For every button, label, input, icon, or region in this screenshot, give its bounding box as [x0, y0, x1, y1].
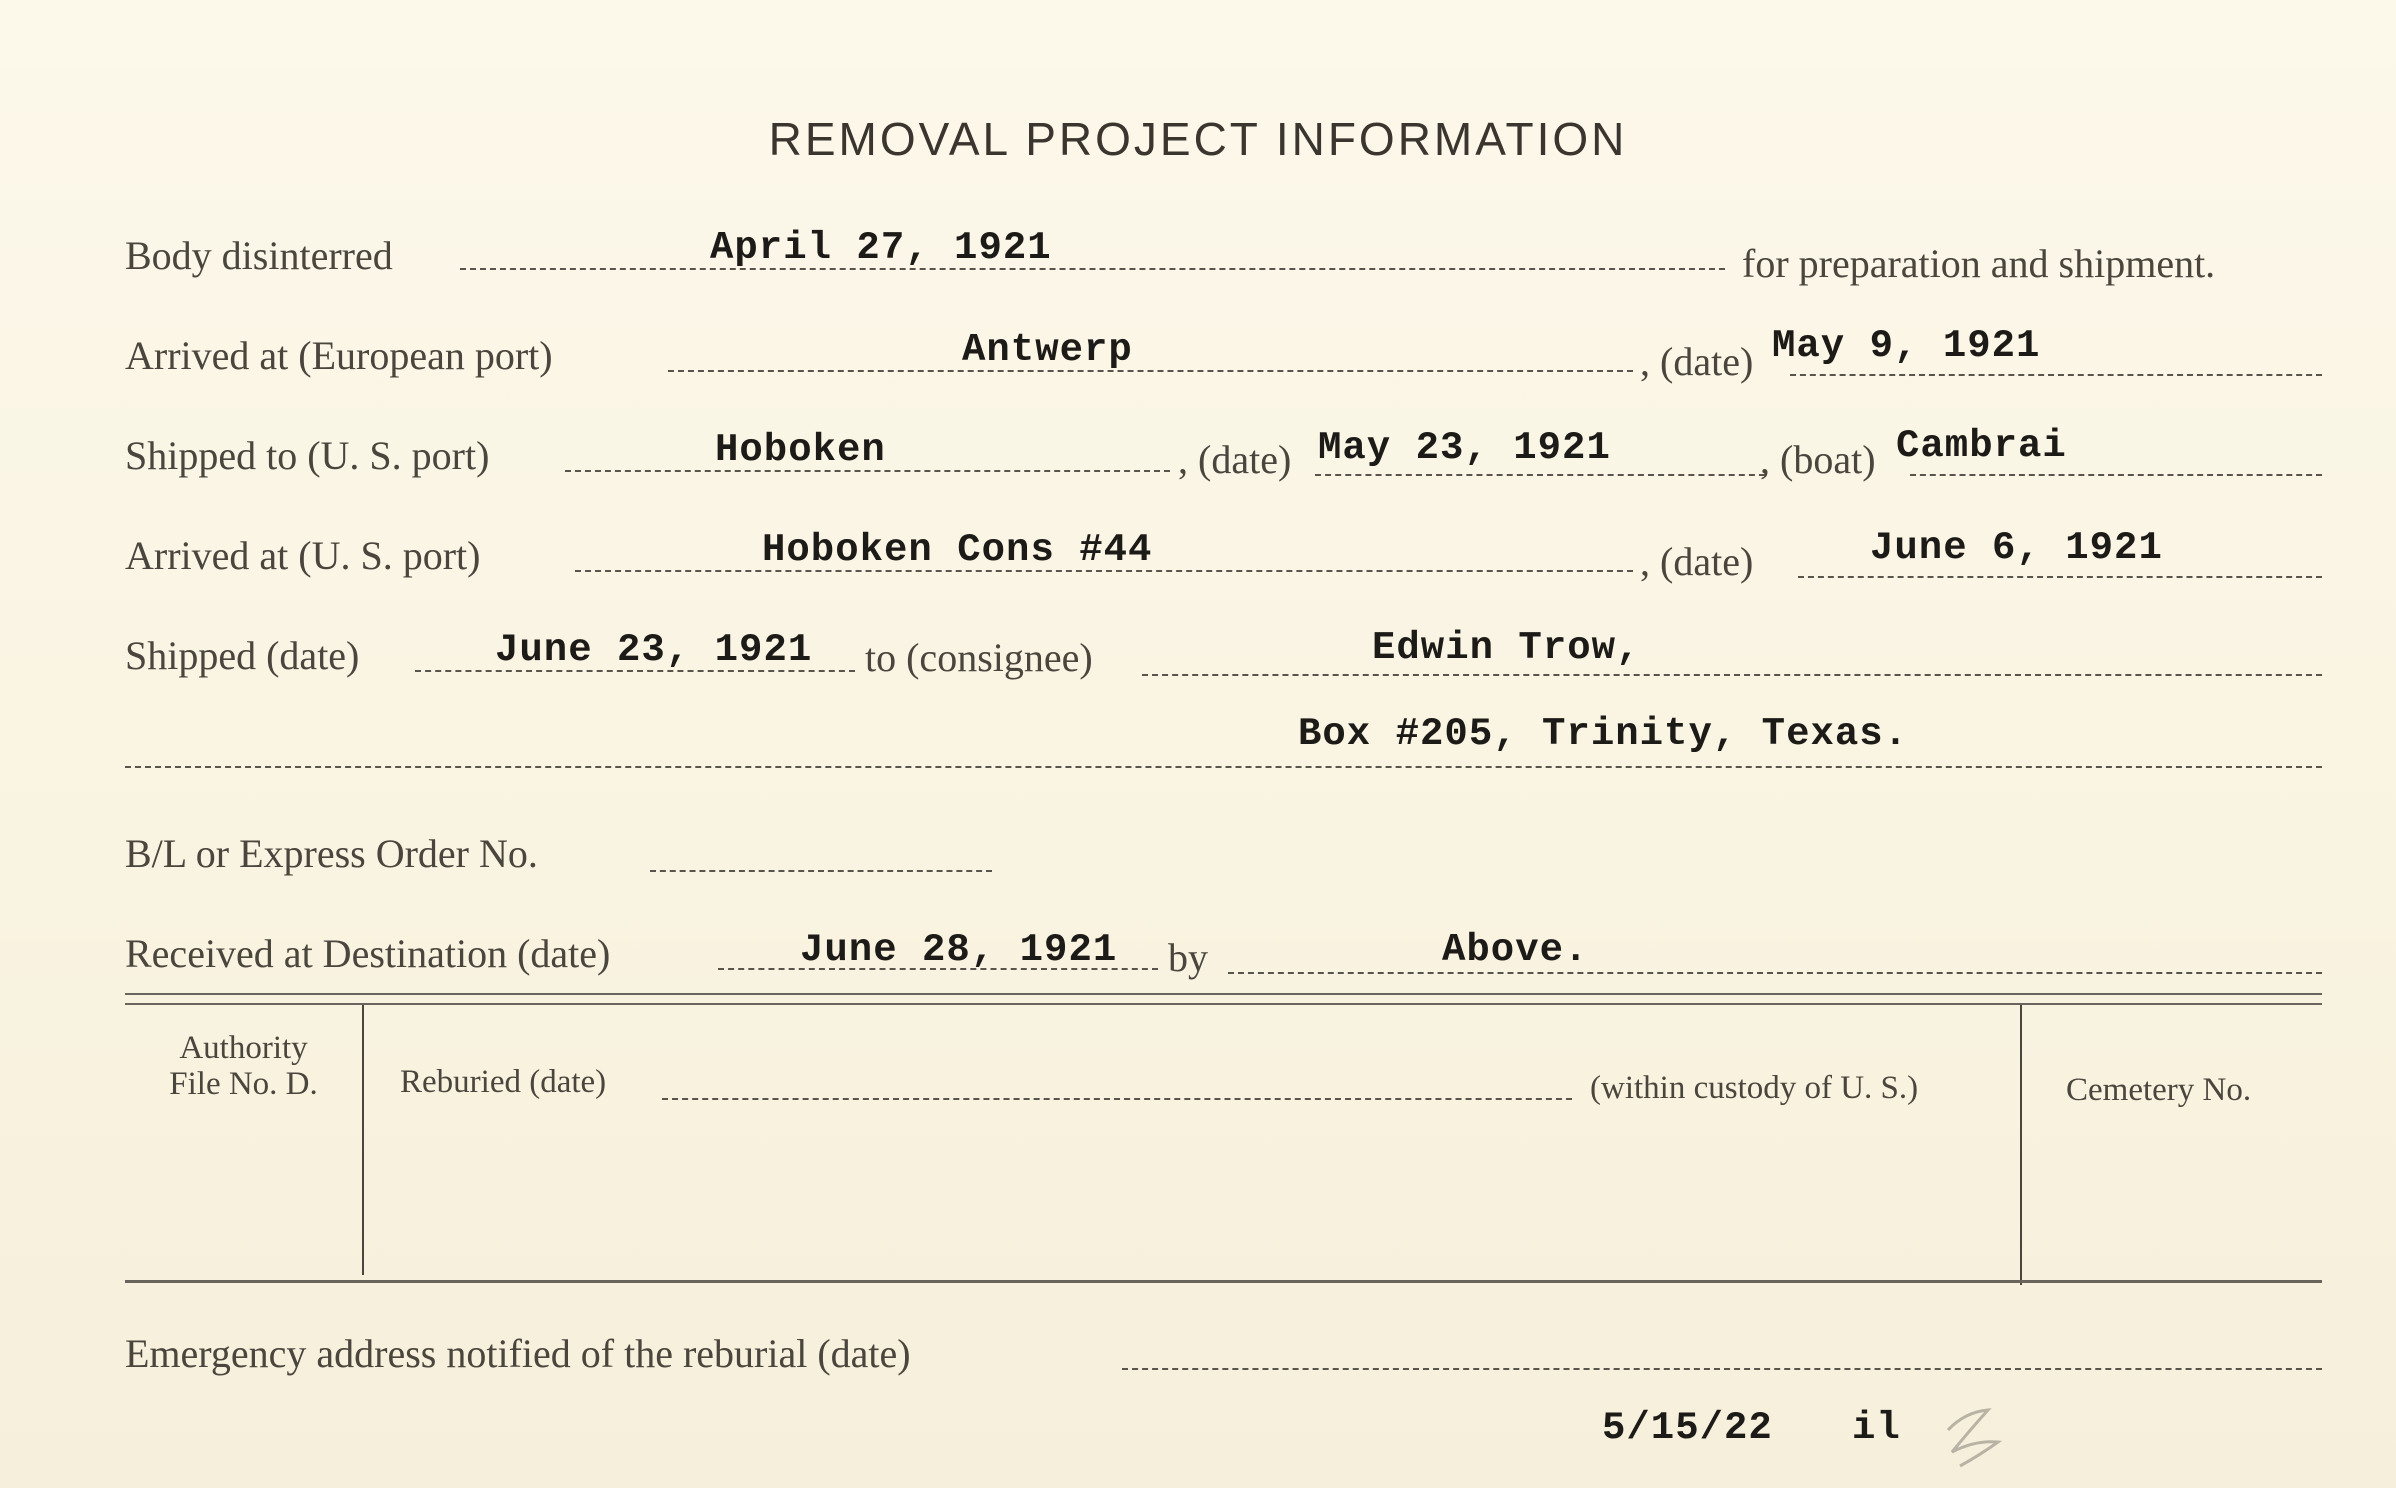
form-title: REMOVAL PROJECT INFORMATION [768, 113, 1628, 165]
value-consignee-name: Edwin Trow, [1372, 626, 1641, 670]
label-for-preparation: for preparation and shipment. [1742, 241, 2216, 286]
box-bottom-rule [125, 1280, 2322, 1283]
value-us-arrival-date: June 6, 1921 [1870, 526, 2163, 570]
label-shipped-date: Shipped (date) [125, 633, 360, 678]
label-cemetery-no: Cemetery No. [2066, 1072, 2252, 1108]
label-received-destination: Received at Destination (date) [125, 931, 611, 976]
line-us-arrival-date [1798, 576, 2322, 578]
label-emergency-address: Emergency address notified of the reburial (date) [125, 1331, 911, 1376]
label-eu-date: , (date) [1640, 339, 1754, 384]
pencil-scribble-mark [1940, 1400, 2010, 1470]
label-bl-express-order: B/L or Express Order No. [125, 831, 538, 876]
line-consignee-address [125, 766, 2322, 768]
value-shipped-date: June 23, 1921 [495, 628, 813, 672]
line-bl-order [650, 870, 992, 872]
value-us-ship-date: May 23, 1921 [1318, 426, 1611, 470]
box-divider-left [362, 1005, 364, 1275]
label-us-arrival-date: , (date) [1640, 539, 1754, 584]
value-received-by: Above. [1442, 928, 1589, 972]
line-reburied-date [662, 1098, 1572, 1100]
box-top-rule-1 [125, 993, 2322, 995]
label-to-consignee: to (consignee) [865, 635, 1093, 680]
footer-date: 5/15/22 [1602, 1406, 1773, 1450]
line-eu-date [1790, 374, 2322, 376]
value-eu-arrival-date: May 9, 1921 [1772, 324, 2041, 368]
value-disinterred-date: April 27, 1921 [710, 226, 1052, 270]
line-european-port [668, 370, 1633, 372]
label-shipped-to-us-port: Shipped to (U. S. port) [125, 433, 490, 478]
value-consignee-address: Box #205, Trinity, Texas. [1298, 712, 1909, 756]
line-body-disinterred [460, 268, 1725, 270]
label-by: by [1168, 935, 1208, 980]
label-reburied-date: Reburied (date) [400, 1064, 607, 1100]
label-body-disinterred: Body disinterred [125, 233, 393, 278]
label-boat: , (boat) [1760, 437, 1876, 482]
line-received-by [1228, 972, 2322, 974]
label-arrived-european-port: Arrived at (European port) [125, 333, 553, 378]
box-top-rule-2 [125, 1003, 2322, 1005]
label-within-custody: (within custody of U. S.) [1590, 1070, 1919, 1106]
value-received-date: June 28, 1921 [800, 928, 1118, 972]
footer-initials: il [1852, 1406, 1901, 1450]
line-consignee [1142, 674, 2322, 676]
label-authority-line1: Authority [179, 1030, 308, 1066]
line-boat [1910, 474, 2322, 476]
label-arrived-us-port: Arrived at (U. S. port) [125, 533, 481, 578]
box-divider-right [2020, 1005, 2022, 1285]
value-european-port: Antwerp [962, 328, 1133, 372]
line-us-ship-date [1315, 474, 1765, 476]
value-boat: Cambrai [1896, 424, 2067, 468]
value-us-port-shipped: Hoboken [715, 428, 886, 472]
label-authority-line2: File No. D. [169, 1066, 318, 1102]
value-us-port-arrived: Hoboken Cons #44 [762, 528, 1153, 572]
line-emergency-date [1122, 1368, 2322, 1370]
label-us-ship-date: , (date) [1178, 437, 1292, 482]
label-authority-file [125, 1030, 362, 1102]
